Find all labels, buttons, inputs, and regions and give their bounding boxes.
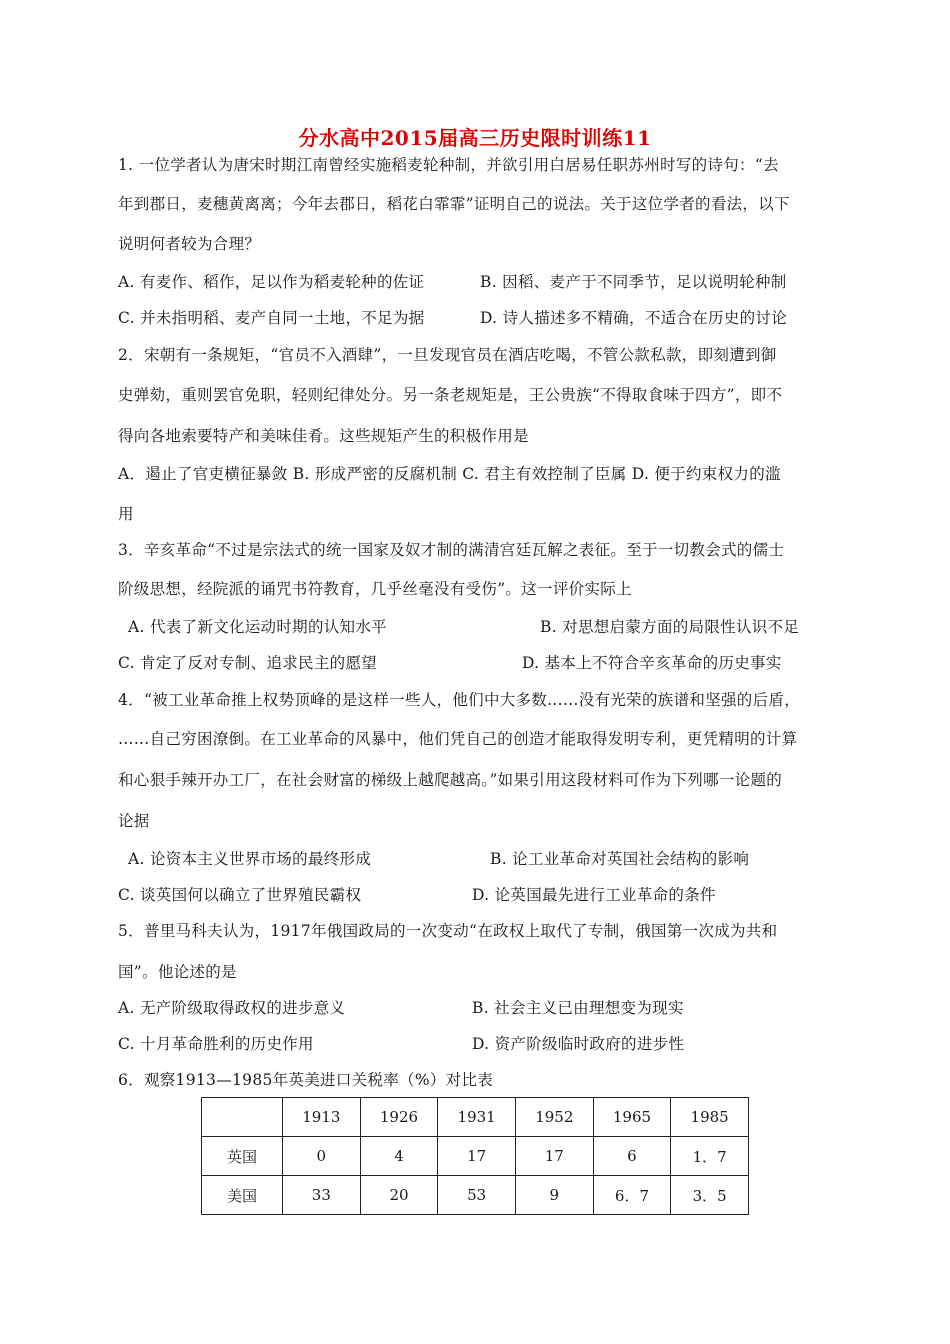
q2-line-5: 用	[118, 505, 134, 523]
row-label: 英国	[202, 1137, 283, 1176]
q4-line-1: 4．“被工业革命推上权势顶峰的是这样一些人，他们中大多数……没有光荣的族谱和坚强的后盾，	[118, 691, 800, 709]
table-cell: 1．7	[671, 1137, 749, 1176]
q4-line-4: 论据	[118, 812, 150, 830]
q4-line-3: 和心狠手辣开办工厂，在社会财富的梯级上越爬越高。”如果引用这段材料可作为下列哪一论题的	[118, 771, 783, 789]
table-cell: 20	[360, 1176, 438, 1215]
q5-line-1: 5．普里马科夫认为，1917年俄国政局的一次变动“在政权上取代了专制，俄国第一次成为共和	[118, 922, 778, 940]
q3-option-a: A. 代表了新文化运动时期的认知水平	[128, 618, 387, 636]
q1-line-2: 年到郡日，麦穗黄离离；今年去郡日，稻花白霏霏”证明自己的说法。关于这位学者的看法，以下	[118, 195, 790, 213]
table-header-row	[202, 1098, 749, 1137]
q3-line-2: 阶级思想，经院派的诵咒书符教育，几乎丝毫没有受伤”。这一评价实际上	[118, 580, 632, 598]
q5-option-b: B. 社会主义已由理想变为现实	[472, 999, 684, 1017]
q1-option-a: A. 有麦作、稻作，足以作为稻麦轮种的佐证	[118, 273, 425, 291]
table-cell: 17	[515, 1137, 593, 1176]
table-cell: 4	[360, 1137, 438, 1176]
q2-line-1: 2．宋朝有一条规矩，“官员不入酒肆”，一旦发现官员在酒店吃喝，不管公款私款，即刻遭到御	[118, 346, 777, 364]
table-cell: 33	[283, 1176, 361, 1215]
q5-option-a: A. 无产阶级取得政权的进步意义	[118, 999, 346, 1017]
table-cell: 0	[283, 1137, 361, 1176]
table-header-cell: 1931	[438, 1098, 516, 1137]
q4-option-c: C. 谈英国何以确立了世界殖民霸权	[118, 886, 362, 904]
q3-option-d: D. 基本上不符合辛亥革命的历史事实	[522, 654, 782, 672]
table-header-cell: 1913	[283, 1098, 361, 1137]
table-header-cell: 1952	[515, 1098, 593, 1137]
table-cell: 53	[438, 1176, 516, 1215]
table-corner-cell	[202, 1098, 283, 1137]
table-row	[202, 1176, 749, 1215]
q4-option-b: B. 论工业革命对英国社会结构的影响	[490, 850, 750, 868]
q1-option-d: D. 诗人描述多不精确，不适合在历史的讨论	[480, 309, 788, 327]
q6-stem: 6．观察1913—1985年英美进口关税率（%）对比表	[118, 1071, 494, 1089]
table-header-cell: 1926	[360, 1098, 438, 1137]
q3-option-b: B. 对思想启蒙方面的局限性认识不足	[540, 618, 800, 636]
table-header-cell: 1965	[593, 1098, 671, 1137]
table-cell: 17	[438, 1137, 516, 1176]
q2-line-2: 史弹劾，重则罢官免职，轻则纪律处分。另一条老规矩是，王公贵族“不得取食味于四方”，即不	[118, 386, 783, 404]
row-label: 美国	[202, 1176, 283, 1215]
q1-line-3: 说明何者较为合理？	[118, 235, 261, 253]
q3-option-c: C. 肯定了反对专制、追求民主的愿望	[118, 654, 378, 672]
q5-line-2: 国”。他论述的是	[118, 963, 237, 981]
tariff-table	[201, 1097, 749, 1215]
q5-option-c: C. 十月革命胜利的历史作用	[118, 1035, 314, 1053]
q4-option-d: D. 论英国最先进行工业革命的条件	[472, 886, 716, 904]
table-cell: 6．7	[593, 1176, 671, 1215]
q3-line-1: 3．辛亥革命“不过是宗法式的统一国家及奴才制的满清宫廷瓦解之表征。至于一切教会式的儒士	[118, 541, 785, 559]
q2-options-line: A．遏止了官吏横征暴敛 B. 形成严密的反腐机制 C. 君主有效控制了臣属 D. 便于约束权力的滥	[118, 465, 781, 483]
table-cell: 3．5	[671, 1176, 749, 1215]
table-cell: 9	[515, 1176, 593, 1215]
q1-option-b: B. 因稻、麦产于不同季节，足以说明轮种制	[480, 273, 787, 291]
page-title: 分水高中2015届高三历史限时训练11	[298, 126, 652, 150]
q1-option-c: C. 并未指明稻、麦产自同一土地，不足为据	[118, 309, 425, 327]
q4-line-2: ……自己穷困潦倒。在工业革命的风暴中，他们凭自己的创造才能取得发明专利，更凭精明的计算	[118, 730, 798, 748]
q1-line-1: 1. 一位学者认为唐宋时期江南曾经实施稻麦轮种制，并欲引用白居易任职苏州时写的诗句：“去	[118, 156, 779, 174]
q4-option-a: A. 论资本主义世界市场的最终形成	[128, 850, 372, 868]
q2-line-3: 得向各地索要特产和美味佳肴。这些规矩产生的积极作用是	[118, 427, 529, 445]
q5-option-d: D. 资产阶级临时政府的进步性	[472, 1035, 685, 1053]
table-row	[202, 1137, 749, 1176]
table-cell: 6	[593, 1137, 671, 1176]
table-header-cell: 1985	[671, 1098, 749, 1137]
